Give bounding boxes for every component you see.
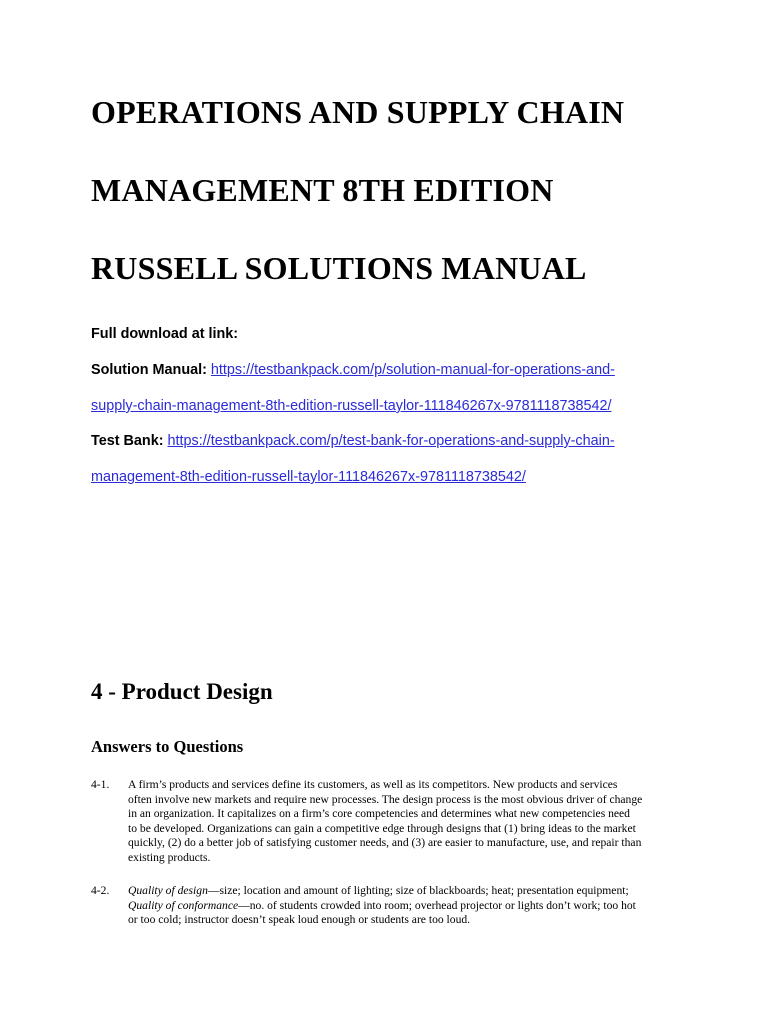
document-title-line-2: MANAGEMENT 8TH EDITION	[91, 172, 554, 208]
answer-line: quickly, (2) do a better job of satisfying customer needs, and (3) are easier to manufacture, use, and repair than	[128, 836, 642, 850]
answer-line: existing products.	[128, 850, 211, 864]
answer-line	[128, 899, 681, 914]
answer-number: 4-1.	[91, 778, 110, 791]
chapter-heading: 4 - Product Design	[91, 679, 273, 704]
answer-item	[91, 884, 681, 932]
test-bank-label: Test Bank:	[91, 433, 168, 449]
answer-line: in an organization. It capitalizes on a firm’s core competencies and determines what new competencies need	[128, 807, 630, 821]
solution-manual-label: Solution Manual:	[91, 362, 211, 378]
test-bank-link-part1[interactable]: https://testbankpack.com/p/test-bank-for-operations-and-supply-chain-	[167, 433, 615, 449]
quality-of-design-text: —size; location and amount of lighting; size of blackboards; heat; presentation equipment;	[207, 884, 629, 897]
test-bank-link-part2[interactable]: management-8th-edition-russell-taylor-111846267x-9781118738542/	[91, 469, 526, 485]
solution-manual-line	[91, 361, 615, 379]
quality-of-conformance-text: —no. of students crowded into room; overhead projector or lights don’t work; too hot	[238, 898, 636, 912]
answer-line	[128, 884, 681, 899]
answer-line: to be developed. Organizations can gain a competitive edge through designs that (1) bring ideas to the market	[128, 821, 636, 835]
quality-of-conformance-term: Quality of conformance	[128, 898, 239, 912]
test-bank-link-wrap	[91, 468, 526, 486]
solution-manual-link-wrap	[91, 397, 612, 415]
solution-manual-link-part1[interactable]: https://testbankpack.com/p/solution-manual-for-operations-and-	[210, 362, 615, 378]
answer-line: A firm’s products and services define its customers, as well as its competitors. New products and services	[128, 778, 618, 791]
answer-text	[128, 884, 681, 928]
quality-of-design-term: Quality of design	[128, 884, 208, 897]
answer-text	[128, 778, 681, 866]
section-heading: Answers to Questions	[91, 737, 244, 756]
document-title-line-3: RUSSELL SOLUTIONS MANUAL	[91, 250, 587, 286]
answer-number: 4-2.	[91, 884, 110, 897]
answer-line: or too cold; instructor doesn’t speak loud enough or students are too loud.	[128, 913, 471, 927]
test-bank-line	[91, 432, 615, 450]
solution-manual-link-part2[interactable]: supply-chain-management-8th-edition-russell-taylor-111846267x-9781118738542/	[91, 398, 612, 414]
full-download-heading: Full download at link:	[91, 326, 239, 342]
document-title-line-1: OPERATIONS AND SUPPLY CHAIN	[91, 94, 625, 130]
answer-item	[91, 778, 681, 868]
answer-line: often involve new markets and require new processes. The design process is the most obvious driver of change	[128, 792, 643, 806]
